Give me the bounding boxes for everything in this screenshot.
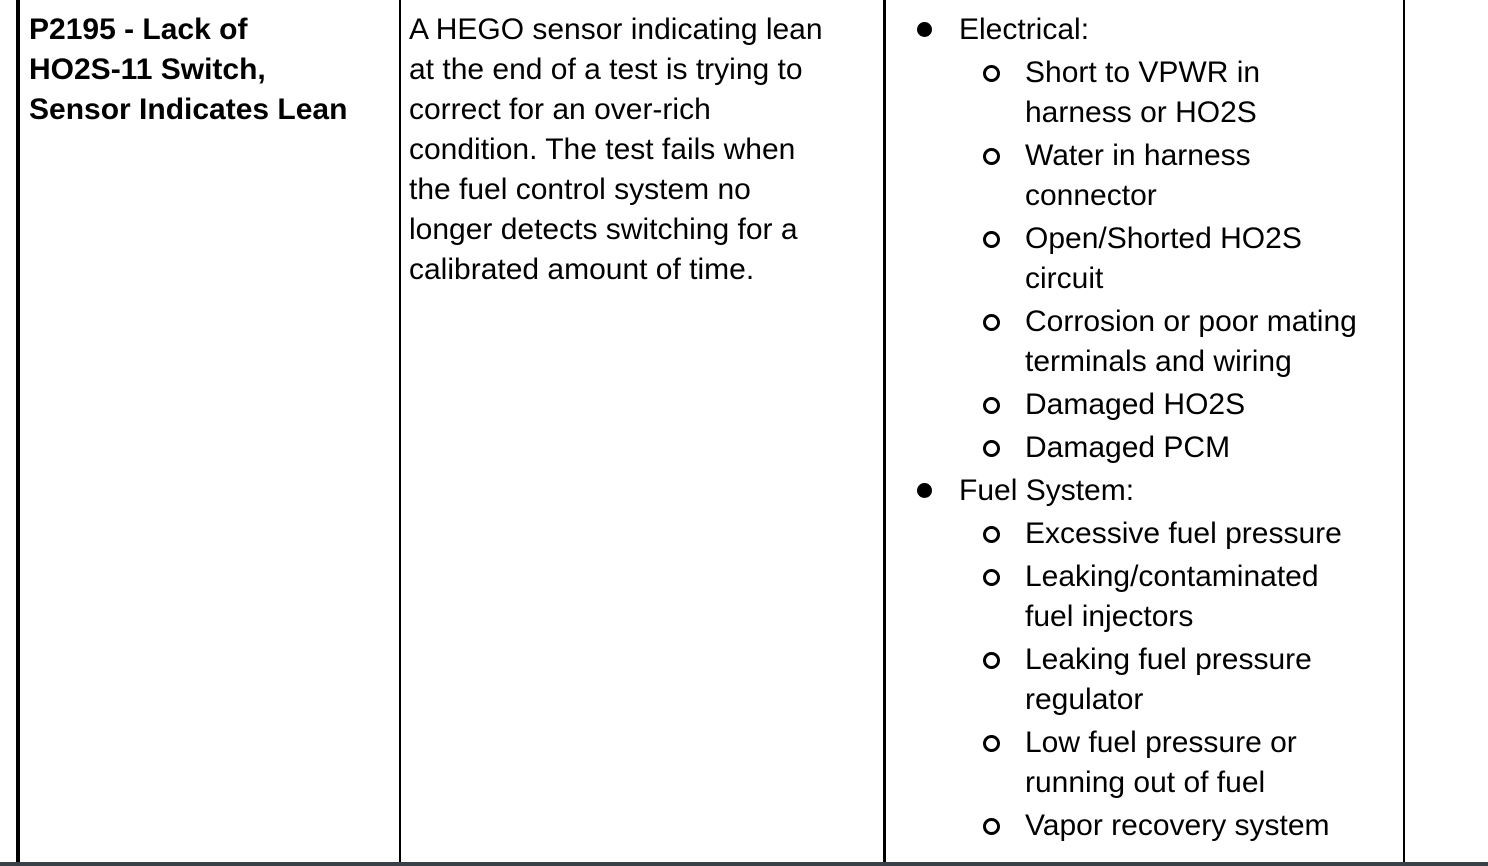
list-item-line: Damaged HO2S	[1025, 388, 1246, 421]
list-item-line: harness or HO2S	[1025, 96, 1257, 129]
hollow-bullet-icon	[983, 440, 1000, 457]
possible-causes	[0, 10, 1488, 849]
hollow-bullet-icon	[983, 526, 1000, 543]
dtc-title-line: Sensor Indicates Lean	[29, 93, 348, 126]
list-item	[0, 557, 1488, 637]
list-item	[0, 428, 1488, 468]
list-item-line: Water in harness	[1025, 139, 1251, 172]
list-item-line: Damaged PCM	[1025, 431, 1231, 464]
hollow-bullet-icon	[983, 569, 1000, 586]
description-line: calibrated amount of time.	[409, 253, 755, 286]
description-line: A HEGO sensor indicating lean	[409, 13, 823, 46]
list-item-line: Open/Shorted HO2S	[1025, 222, 1302, 255]
list-item	[0, 723, 1488, 803]
description-line: at the end of a test is trying to	[409, 53, 803, 86]
hollow-bullet-icon	[983, 735, 1000, 752]
description-line: correct for an over-rich	[409, 93, 711, 126]
description-line: longer detects switching for a	[409, 213, 798, 246]
list-item-line: Leaking/contaminated	[1025, 560, 1319, 593]
cause-group-fuel-system	[0, 471, 1488, 846]
list-item	[0, 806, 1488, 846]
list-item	[0, 640, 1488, 720]
list-item	[0, 53, 1488, 133]
list-item-line: Corrosion or poor mating	[1025, 305, 1357, 338]
list-item	[0, 302, 1488, 382]
hollow-bullet-icon	[983, 65, 1000, 82]
list-item	[0, 385, 1488, 425]
list-item-line: connector	[1025, 179, 1157, 212]
hollow-bullet-icon	[983, 818, 1000, 835]
list-item-line: running out of fuel	[1025, 766, 1266, 799]
cause-group-label: Fuel System:	[959, 474, 1135, 507]
dtc-title-line: P2195 - Lack of	[29, 13, 248, 46]
hollow-bullet-icon	[983, 148, 1000, 165]
description-line: the fuel control system no	[409, 173, 751, 206]
list-item-line: Vapor recovery system	[1025, 809, 1330, 842]
list-item-line: Excessive fuel pressure	[1025, 517, 1342, 550]
list-item	[0, 219, 1488, 299]
list-item	[0, 514, 1488, 554]
hollow-bullet-icon	[983, 397, 1000, 414]
cause-group-electrical	[0, 10, 1488, 468]
description-line: condition. The test fails when	[409, 133, 796, 166]
cause-group-label: Electrical:	[959, 13, 1090, 46]
list-item	[0, 136, 1488, 216]
hollow-bullet-icon	[983, 652, 1000, 669]
list-item-line: regulator	[1025, 683, 1144, 716]
list-item-line: Leaking fuel pressure	[1025, 643, 1312, 676]
hollow-bullet-icon	[983, 314, 1000, 331]
list-item-line: fuel injectors	[1025, 600, 1194, 633]
list-item-line: Low fuel pressure or	[1025, 726, 1297, 759]
list-item-line: terminals and wiring	[1025, 345, 1292, 378]
bullet-icon	[917, 22, 932, 37]
bullet-icon	[917, 483, 932, 498]
list-item-line: Short to VPWR in	[1025, 56, 1261, 89]
dtc-title-line: HO2S-11 Switch,	[29, 53, 266, 86]
viewer-bottom-edge	[0, 862, 1488, 866]
list-item-line: circuit	[1025, 262, 1104, 295]
hollow-bullet-icon	[983, 231, 1000, 248]
